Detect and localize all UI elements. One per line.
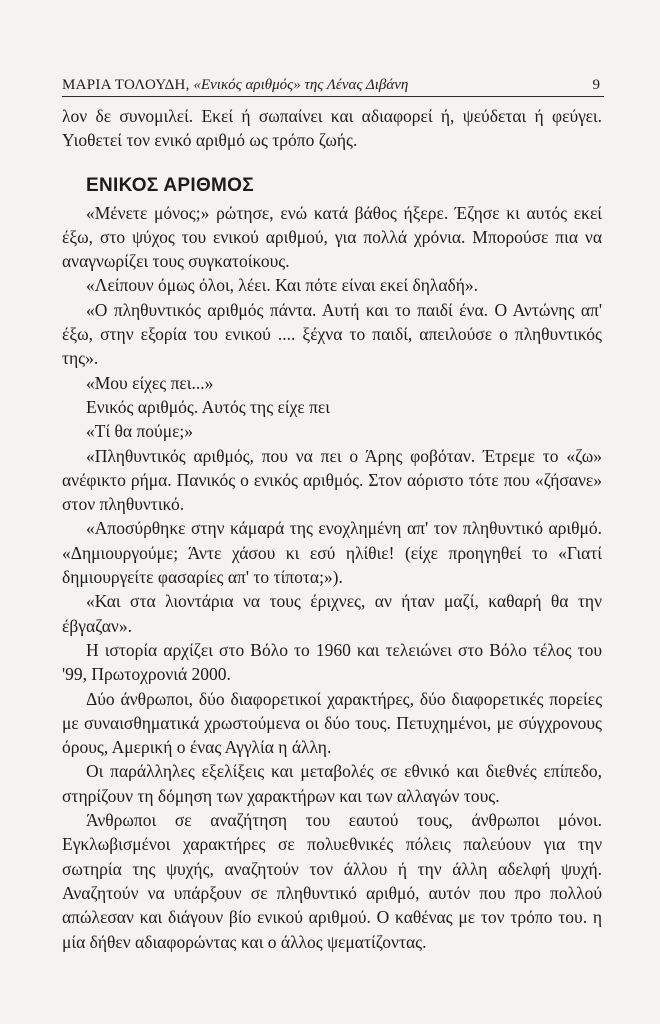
running-header [62,76,604,97]
paragraph: «Μου είχες πει...» [86,372,214,393]
paragraph: Η ιστορία αρχίζει στο Βόλο το 1960 και τελειώνει στο Βόλο τέλος του '99, Πρωτοχρονιά 2000. [62,639,602,685]
header-title [62,76,408,94]
header-book-title: «Ενικός αριθμός» της Λένας Διβάνη [193,77,409,93]
header-author: ΜΑΡΙΑ ΤΟΛΟΥΔΗ, [62,77,190,93]
paragraph: «Και στα λιοντάρια να τους έριχνες, αν ήταν μαζί, καθαρή θα την έβγαζαν». [62,591,602,636]
paragraph: «Ο πληθυντικός αριθμός πάντα. Αυτή και το παιδί ένα. Ο Αντώνης απ' έξω, στην εξορία του ενικού .... ξέχνα το παιδί, απειλούσε ο πληθυντικός της». [62,299,602,369]
paragraph: «Λείπουν όμως όλοι, λέει. Και πότε είναι εκεί δηλαδή». [86,275,479,296]
paragraph: «Τί θα πούμε;» [86,421,194,442]
paragraph: Ενικός αριθμός. Αυτός της είχε πει [86,396,330,417]
paragraph: Άνθρωποι σε αναζήτηση του εαυτού τους, άνθρωποι μόνοι. Εγκλωβισμένοι χαρακτήρες σε πολυεθνικές πόλεις παλεύουν για την σωτηρία της ψυχής, αναζητούν τον άλλου ή την άλλη αδελφή ψυχή. Αναζητούν να υπάρξουν σε πληθυντικό αριθμό, αυτόν που προ πολλού απώλεσαν και διάγουν βίο ενικού αριθμού. Ο καθένας με τον τρόπο του. η μία δήθεν αδιαφορώντας και ο άλλος ψεματίζοντας. [62,810,602,952]
paragraph: Οι παράλληλες εξελίξεις και μεταβολές σε εθνικό και διεθνές επίπεδο, στηρίζουν τη δόμηση των χαρακτήρων και των αλλαγών τους. [62,761,602,806]
paragraph: «Αποσύρθηκε στην κάμαρά της ενοχλημένη απ' τον πληθυντικό αριθμό. «Δημιουργούμε; Άντε χάσου κι εσύ ηλίθιε! (είχε προηγηθεί το «Γιατί δημιουργείτε φασαρίες απ' το τίποτα;»). [62,518,602,588]
paragraph: Δύο άνθρωποι, δύο διαφορετικοί χαρακτήρες, δύο διαφορετικές πορείες με συναισθηματικά χρωστούμενα οι δύο τους. Πετυχημένοι, με σύγχρονους όρους, Αμερική ο ένας Αγγλία η άλλη. [62,688,602,758]
body-text [62,104,602,954]
page-number: 9 [592,77,600,93]
paragraph: «Πληθυντικός αριθμός, που να πει ο Άρης φοβόταν. Έτρεμε το «ζω» ανέφικτο ρήμα. Πανικός ο ενικός αριθμός. Στον αόριστο τότε που «ζήσανε» στον πληθυντικό. [62,445,602,515]
section-heading: ΕΝΙΚΟΣ ΑΡΙΘΜΟΣ [86,174,254,196]
paragraph: «Μένετε μόνος;» ρώτησε, ενώ κατά βάθος ήξερε. Έζησε κι αυτός εκεί έξω, στο ψύχος του ενικού αριθμού, για πολλά χρόνια. Μπορούσε πια να αναγνωρίζει τους συγκατοίκους. [62,202,602,272]
intro-paragraph: λον δε συνομιλεί. Εκεί ή σωπαίνει και αδιαφορεί ή, ψεύδεται ή φεύγει. Υιοθετεί τον ενικό αριθμό ως τρόπο ζωής. [62,106,602,151]
